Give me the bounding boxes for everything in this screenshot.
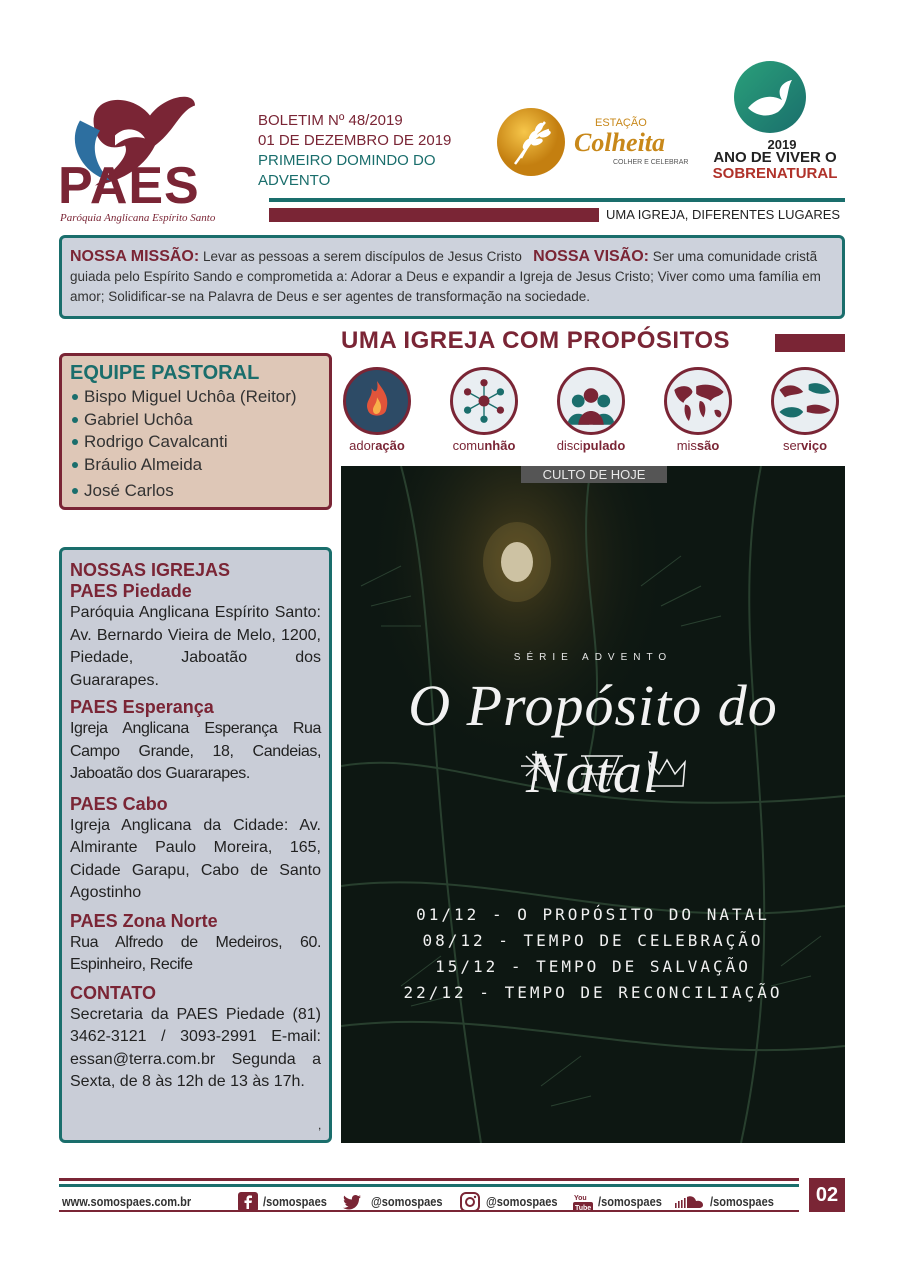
church-name: PAES Esperança	[70, 697, 214, 717]
flame-icon	[343, 367, 411, 435]
instagram-handle[interactable]: @somospaes	[486, 1194, 558, 1209]
purposes-title-bar	[775, 334, 845, 352]
team-member: Gabriel Uchôa	[70, 409, 321, 432]
facebook-handle[interactable]: /somospaes	[263, 1194, 327, 1209]
bulletin-occasion-cont: ADVENTO	[258, 172, 331, 189]
schedule-item: 15/12 - TEMPO DE SALVAÇÃO	[435, 957, 751, 976]
team-member: José Carlos	[70, 480, 321, 503]
wheat-icon	[495, 106, 567, 178]
pastoral-team-box	[59, 353, 332, 510]
church-address: Igreja Anglicana da Cidade: Av. Almirante Paulo Moreira, 165, Cidade Garapu, Cabo de Santo Agostinho	[70, 816, 321, 901]
colheita-title: Colheita	[574, 128, 666, 157]
soundcloud-icon[interactable]	[675, 1192, 705, 1212]
team-member: Bráulio Almeida	[70, 454, 321, 477]
contact-text: Secretaria da PAES Piedade (81) 3462-3121 / 3093-2991 E-mail: essan@terra.com.br Segunda a Sexta, de 8 às 12h de 13 às 17h.	[70, 1005, 321, 1090]
hands-icon	[771, 367, 839, 435]
series-title: O Propósito do Natal	[408, 673, 778, 805]
facebook-icon[interactable]	[238, 1192, 258, 1212]
purpose-label-discipulado: discipulado	[556, 438, 626, 453]
mission-text: Levar as pessoas a serem discípulos de Jesus Cristo	[202, 249, 522, 264]
purpose-label-adoracao: adoração	[349, 438, 405, 453]
vision-label: NOSSA VISÃO:	[533, 248, 650, 265]
team-member: Rodrigo Cavalcanti	[70, 431, 321, 454]
ano-line2: SOBRENATURAL	[712, 165, 838, 182]
instagram-icon[interactable]	[460, 1192, 480, 1212]
soundcloud-handle[interactable]: /somospaes	[710, 1194, 774, 1209]
network-icon	[450, 367, 518, 435]
team-list	[70, 386, 321, 503]
church-address: Rua Alfredo de Medeiros, 60. Espinheiro, Recife	[70, 933, 321, 973]
schedule-item: 08/12 - TEMPO DE CELEBRAÇÃO	[422, 931, 764, 950]
bulletin-info	[258, 111, 488, 191]
purpose-label-missao: missão	[676, 438, 720, 453]
youtube-handle[interactable]: /somospaes	[598, 1194, 662, 1209]
header-divider-wine	[269, 208, 599, 222]
ano-line1: ANO DE VIVER O	[713, 149, 837, 166]
purpose-label-servico: serviço	[782, 438, 828, 453]
colheita-subtitle: COLHER E CELEBRAR	[613, 159, 689, 166]
people-icon	[557, 367, 625, 435]
page-number: 02	[809, 1178, 845, 1212]
svg-text:Tube: Tube	[575, 1205, 592, 1212]
mission-label: NOSSA MISSÃO:	[70, 248, 200, 265]
youtube-icon[interactable]	[573, 1192, 593, 1212]
bulletin-number: BOLETIM Nº 48/2019	[258, 112, 403, 129]
church-address: Igreja Anglicana Esperança Rua Campo Grande, 18, Candeias, Jaboatão dos Guararapes.	[70, 720, 321, 782]
church-name: PAES Cabo	[70, 793, 168, 814]
team-member: Bispo Miguel Uchôa (Reitor)	[70, 386, 321, 409]
logo-wordmark: PAES	[58, 157, 200, 215]
bulletin-date: 01 DE DEZEMBRO DE 2019	[258, 132, 452, 149]
svg-text:You: You	[574, 1195, 587, 1202]
contact-title: CONTATO	[70, 982, 156, 1003]
hands-logo-icon	[730, 60, 810, 135]
series-label: SÉRIE ADVENTO	[513, 652, 673, 663]
footer-line-wine	[59, 1178, 799, 1181]
contact-mark: ,	[318, 1118, 322, 1132]
churches-box	[59, 547, 332, 1143]
bulletin-occasion: PRIMEIRO DOMINDO DO	[258, 152, 436, 169]
church-name: PAES Piedade	[70, 581, 192, 601]
slogan: UMA IGREJA, DIFERENTES LUGARES	[606, 207, 841, 222]
colheita-estacao: ESTAÇÃO	[595, 117, 647, 129]
purpose-label-comunhao: comunhão	[452, 438, 516, 453]
church-address: Paróquia Anglicana Espírito Santo: Av. Bernardo Vieira de Melo, 1200, Piedade, Jaboatão dos Guararapes.	[70, 604, 321, 689]
twitter-icon[interactable]	[342, 1192, 362, 1212]
world-map-icon	[664, 367, 732, 435]
team-title: EQUIPE PASTORAL	[70, 362, 260, 384]
website-link[interactable]: www.somospaes.com.br	[62, 1194, 192, 1209]
purposes-title: UMA IGREJA COM PROPÓSITOS	[341, 327, 730, 354]
schedule-item: 01/12 - O PROPÓSITO DO NATAL	[416, 905, 770, 924]
culto-de-hoje-tab: CULTO DE HOJE	[521, 466, 667, 483]
vision-text: Ser uma comunidade cristã guiada pelo Espírito Sando e comprometida a: Adorar a Deus e expandir a Igreja de Jesus Cristo; Viver como uma família em amor; Solidificar-se na Palavra de Deus e ser agentes de transformação na sociedade.	[70, 249, 821, 304]
church-name: PAES Zona Norte	[70, 910, 218, 931]
schedule-item: 22/12 - TEMPO DE RECONCILIAÇÃO	[403, 983, 783, 1002]
churches-title: NOSSAS IGREJAS	[70, 560, 231, 580]
mission-vision-box	[59, 235, 845, 319]
twitter-handle[interactable]: @somospaes	[371, 1194, 443, 1209]
logo-subtitle: Paróquia Anglicana Espírito Santo	[60, 212, 216, 224]
header-divider-teal	[269, 198, 845, 202]
ano-year: 2019	[767, 137, 797, 152]
footer-line-teal	[59, 1184, 799, 1187]
